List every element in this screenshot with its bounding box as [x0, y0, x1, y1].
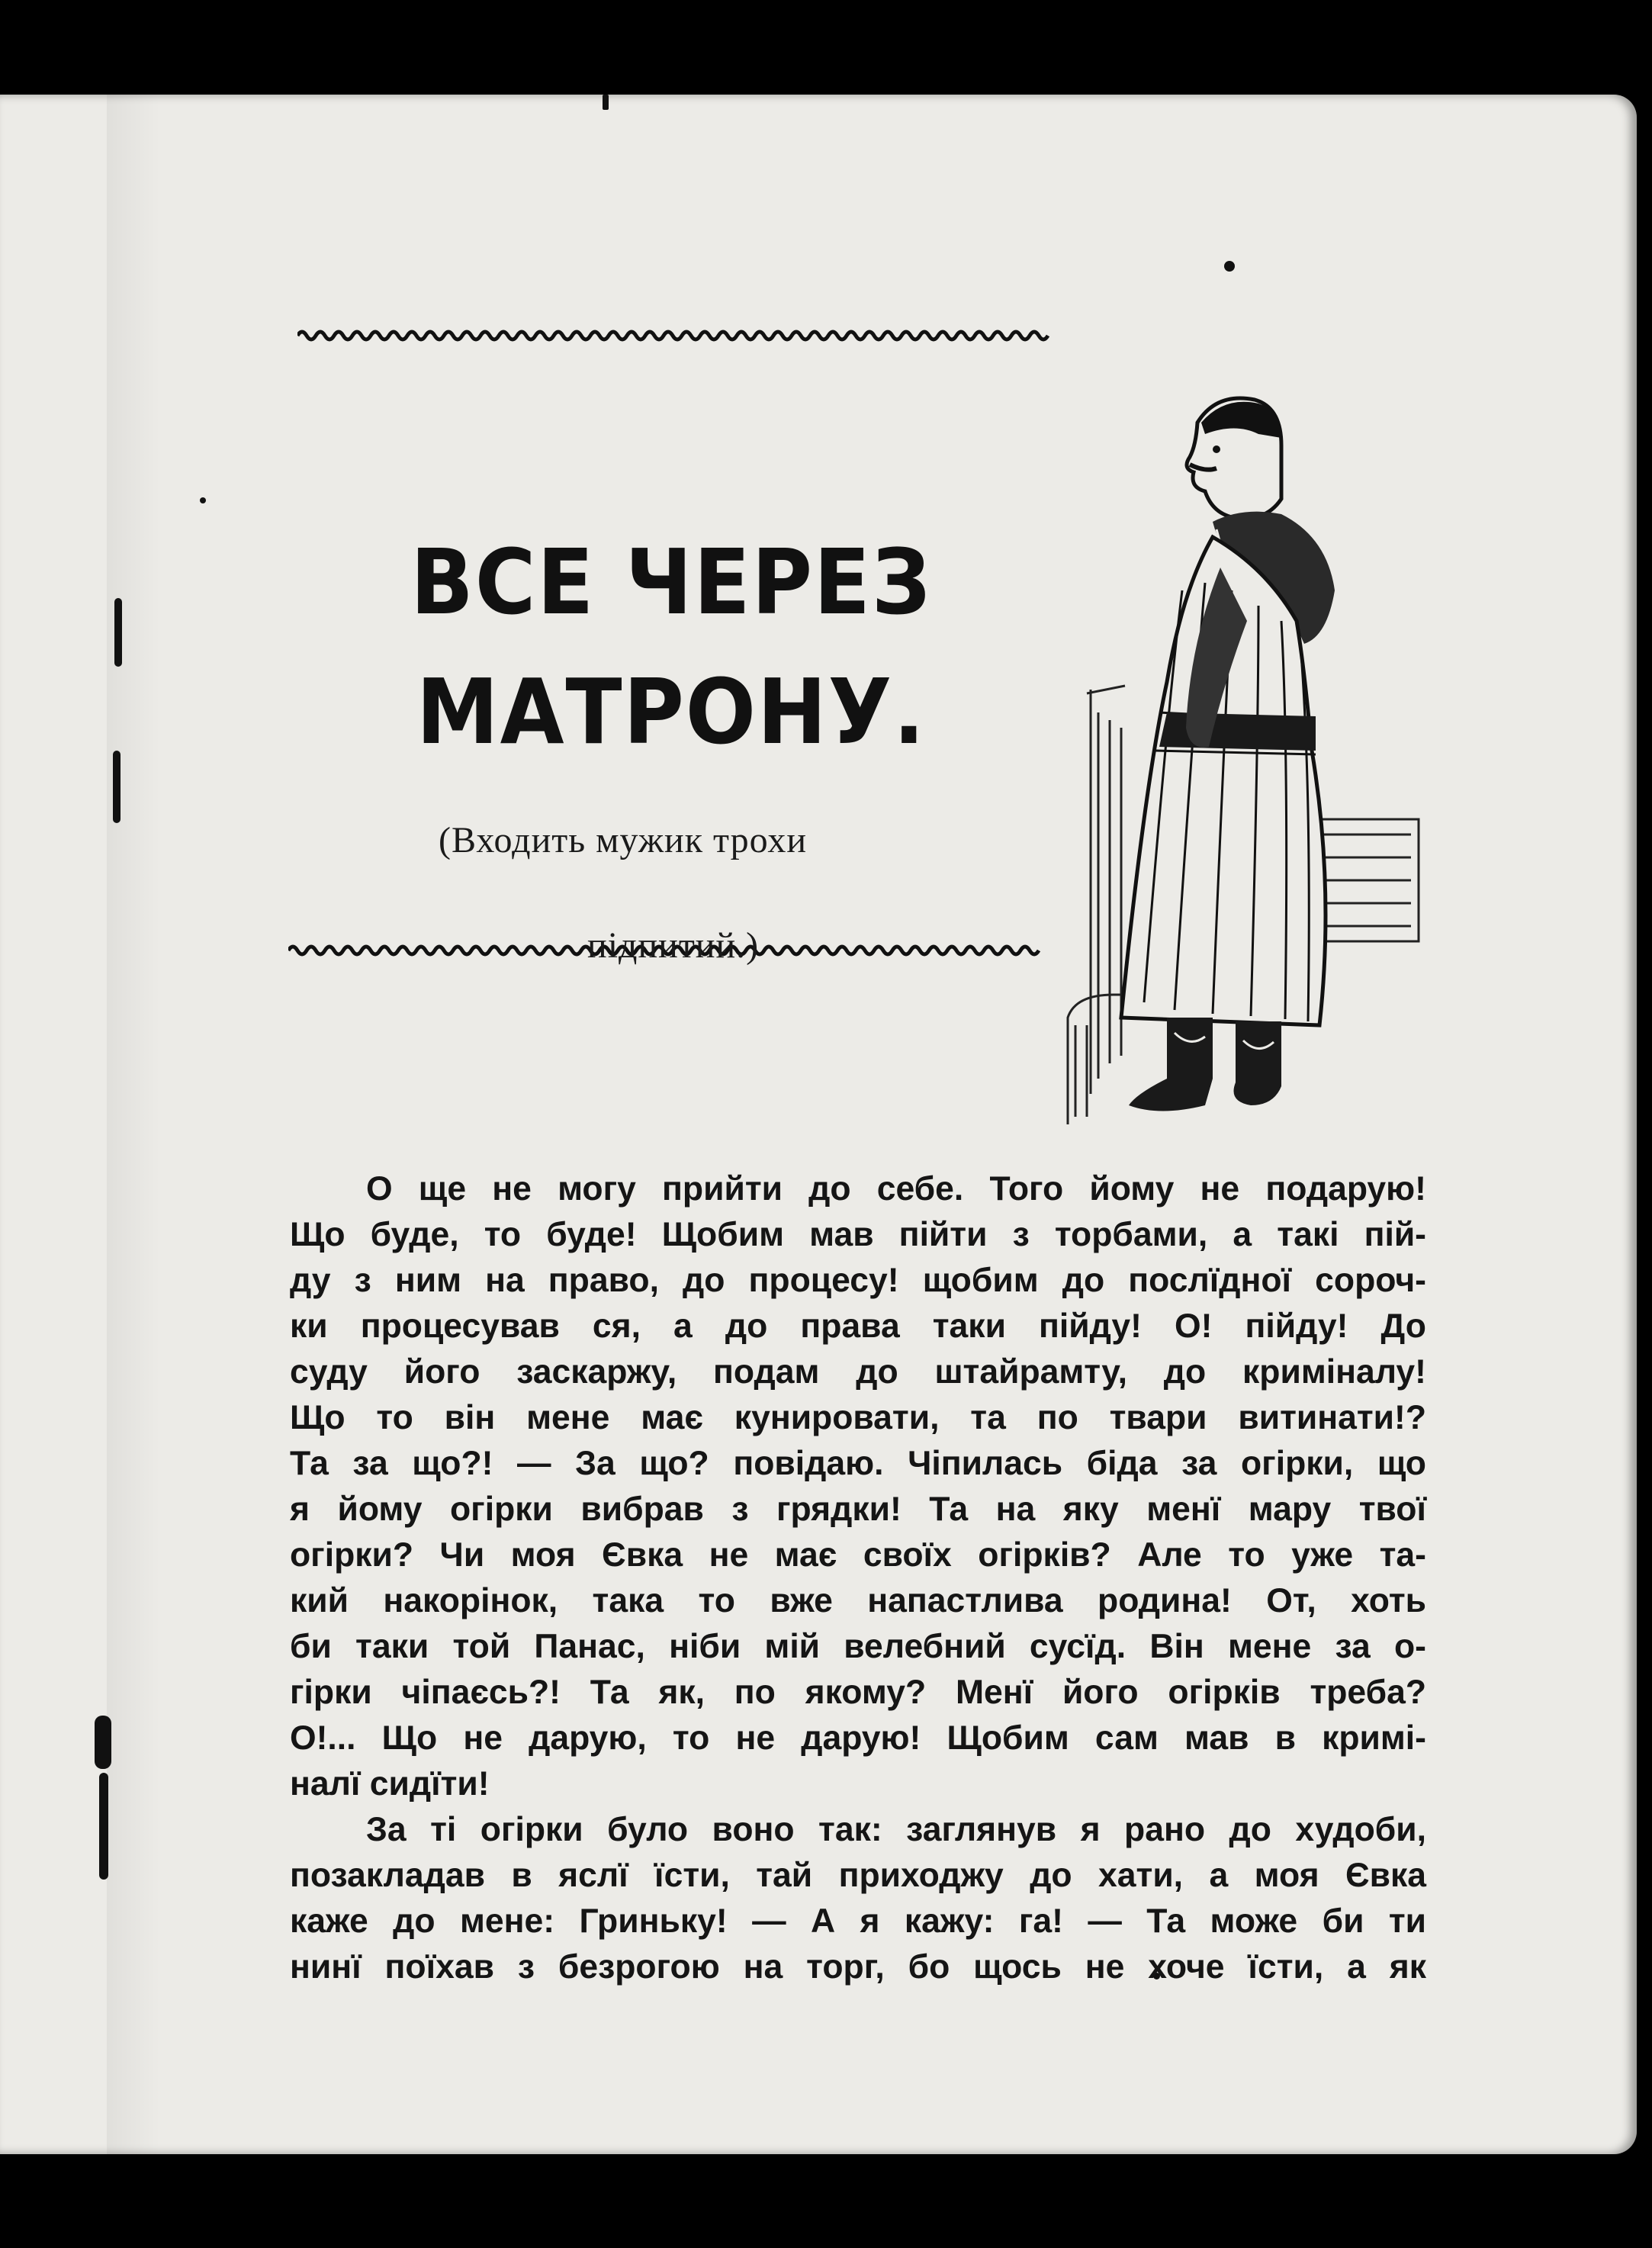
stage-direction-line-1: (Входить мужик трохи [439, 820, 808, 860]
text-line: Що то він мене має кунировати, та по твари витинати!? [290, 1399, 1426, 1436]
text-line: суду його заскаржу, подам до штайрамту, до криміналу! [290, 1353, 1426, 1391]
binding-stitch [95, 1716, 111, 1769]
text-line: я йому огірки вибрав з грядки! Та на яку менї мару твої [290, 1491, 1426, 1528]
binding-stitch [114, 598, 122, 667]
peasant-man-illustration-icon [1053, 392, 1441, 1124]
text-line: нинї поїхав з безрогою на торг, бо щось не хоче їсти, а як [290, 1948, 1426, 1986]
text-line: За ті огірки було воно так: заглянув я рано до худоби, [366, 1811, 1426, 1848]
ink-speck [603, 95, 609, 110]
binding-stitch [113, 751, 121, 823]
ink-speck [200, 497, 206, 503]
monologue-text [290, 1166, 1426, 1990]
text-line: каже до мене: Гриньку! — А я кажу: га! — Та може би ти [290, 1902, 1426, 1940]
binding-stitch [99, 1773, 108, 1880]
text-line: позакладав в яслї їсти, тай приходжу до хати, а моя Євка [290, 1857, 1426, 1894]
text-line: О ще не могу прийти до себе. Того йому не подарую! [366, 1170, 1426, 1208]
text-line: би таки той Панас, ніби мій велебний сусїд. Він мене за о- [290, 1628, 1426, 1665]
play-title-line-1: ВСЕ ЧЕРЕЗ [410, 529, 932, 635]
text-line: огірки? Чи моя Євка не має своїх огірків? Але то уже та- [290, 1536, 1426, 1574]
text-line: налї сидїти! [290, 1765, 490, 1803]
play-title-line-2: МАТРОНУ. [416, 659, 927, 764]
text-line: гірки чіпаєсь?! Та як, по якому? Менї його огірків треба? [290, 1674, 1426, 1711]
ink-speck [1224, 261, 1235, 272]
text-line: Та за що?! — За що? повідаю. Чіпилась біда за огірки, що [290, 1445, 1426, 1482]
stage-direction-line-2: підпитий.) [587, 925, 760, 966]
text-line: ки процесував ся, а до права таки пійду! О! пійду! До [290, 1307, 1426, 1345]
text-line: кий накорінок, така то вже напастлива родина! От, хоть [290, 1582, 1426, 1619]
page-fold-shadow [107, 95, 160, 2154]
top-ornamental-rule [297, 326, 1060, 343]
text-line: Що буде, то буде! Щобим мав пійти з торбами, а такі пій- [290, 1216, 1426, 1253]
text-line: О!... Що не дарую, то не дарую! Щобим сам мав в кримі- [290, 1719, 1426, 1757]
book-page [0, 95, 1637, 2154]
text-line: ду з ним на право, до процесу! щобим до послїдної сороч- [290, 1262, 1426, 1299]
